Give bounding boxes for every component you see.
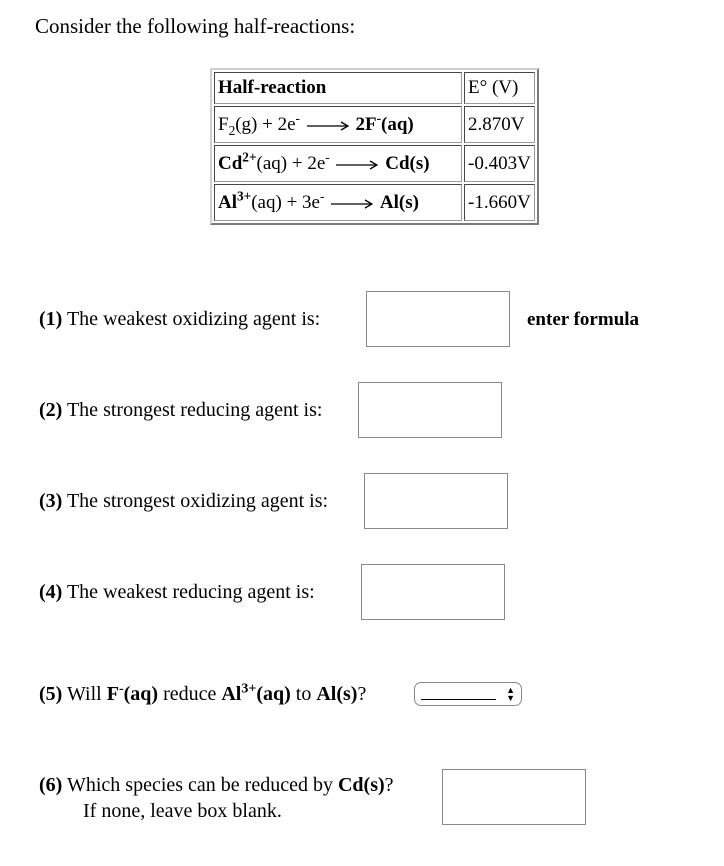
question-6-label: (6) Which species can be reduced by Cd(s)?	[39, 774, 394, 796]
header-e0: E° (V)	[464, 72, 535, 104]
table-row	[214, 106, 535, 143]
question-6-input[interactable]	[442, 769, 586, 825]
enter-formula-hint: enter formula	[527, 309, 640, 330]
e0-value: -0.403V	[464, 145, 535, 182]
question-3-label: (3) The strongest oxidizing agent is:	[39, 490, 329, 512]
half-reaction-cell: $Cd^{2+}(aq) + 2e^-$ Cd(s)	[214, 145, 462, 182]
question-1-label: (1) The weakest oxidizing agent is:	[39, 308, 321, 330]
right-arrow-icon	[307, 120, 349, 132]
question-2-label: (2) The strongest reducing agent is:	[39, 399, 323, 421]
up-down-arrows-icon: ▲ ▼	[506, 685, 515, 703]
table-header-row	[214, 72, 535, 104]
right-arrow-icon	[336, 159, 378, 171]
question-4-label: (4) The weakest reducing agent is:	[39, 581, 315, 603]
question-4-input[interactable]	[361, 564, 505, 620]
right-arrow-icon	[331, 198, 373, 210]
half-reactions-table	[210, 68, 539, 225]
half-reaction-cell: $Al^{3+}(aq) + 3e^-$ Al(s)	[214, 184, 462, 221]
half-reaction-cell: $F_2(g) + 2e^-$ 2F-(aq)	[214, 106, 462, 143]
header-half-reaction: Half-reaction	[214, 72, 462, 104]
question-6-note: If none, leave box blank.	[83, 800, 282, 822]
question-3-input[interactable]	[364, 473, 508, 529]
table-row	[214, 145, 535, 182]
select-value	[421, 688, 496, 700]
table-row	[214, 184, 535, 221]
question-5-select[interactable]	[414, 682, 522, 706]
intro-text: Consider the following half-reactions:	[35, 14, 356, 38]
e0-value: 2.870V	[464, 106, 535, 143]
question-1-input[interactable]	[366, 291, 510, 347]
e0-value: -1.660V	[464, 184, 535, 221]
question-5-label: (5) Will F-(aq) reduce $Al^{3+}(aq)$ to Al(s)?	[39, 681, 367, 705]
question-2-input[interactable]	[358, 382, 502, 438]
